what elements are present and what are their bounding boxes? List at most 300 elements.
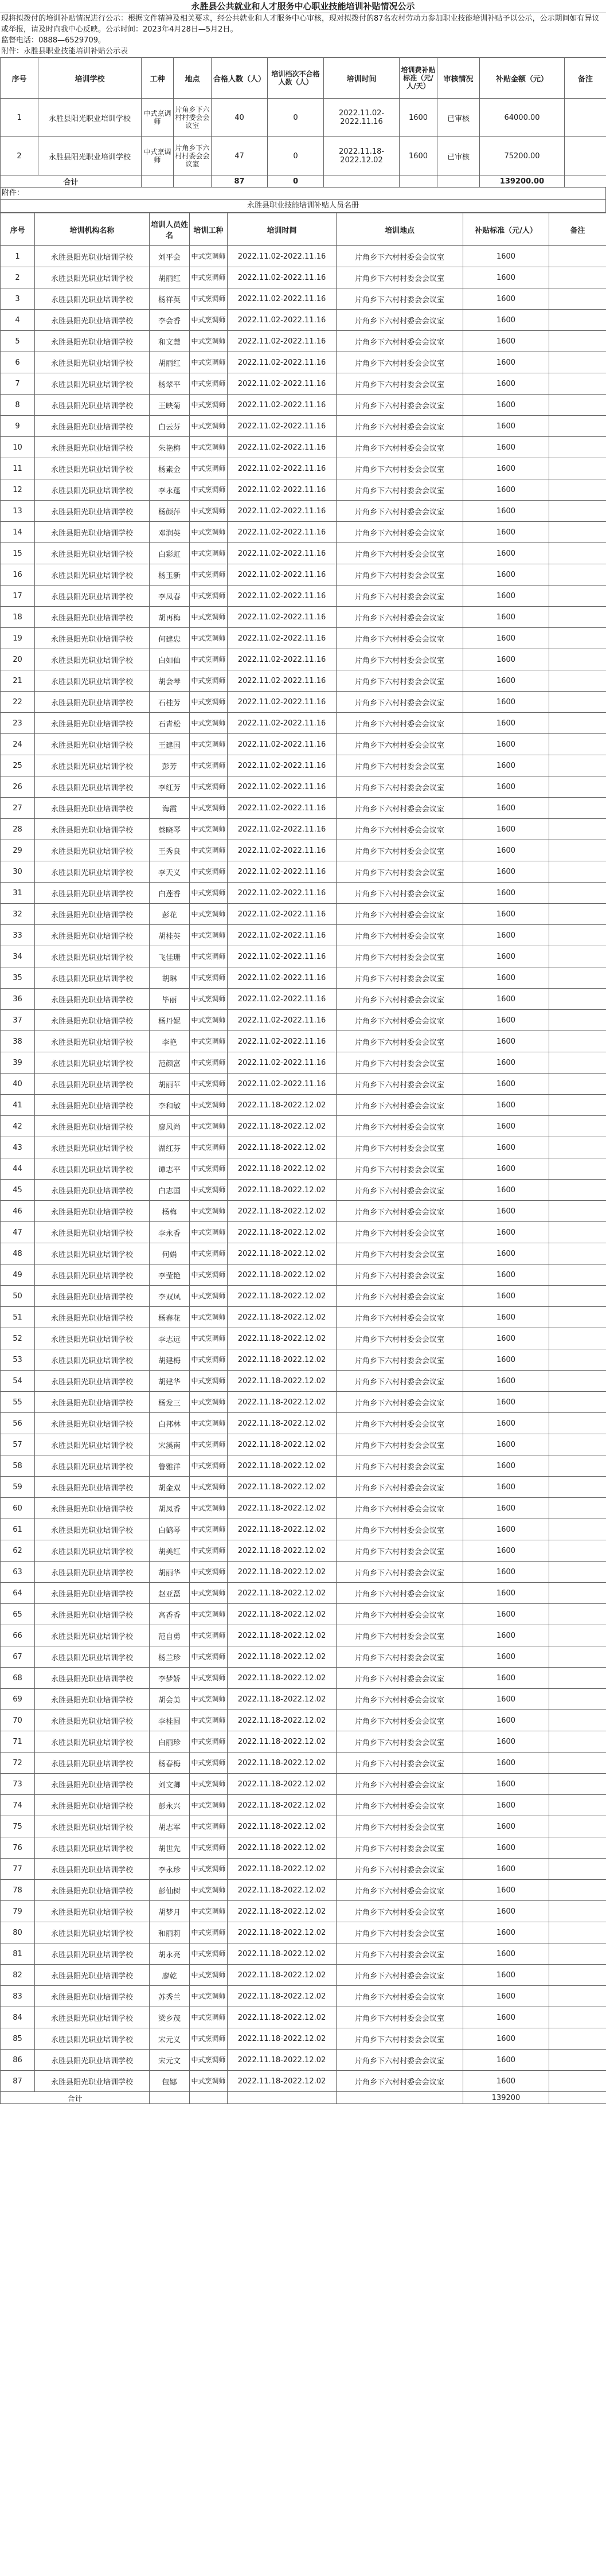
roster-name: 彭芳 bbox=[150, 755, 190, 776]
roster-name: 刘平会 bbox=[150, 246, 190, 267]
roster-school: 永胜县阳光职业培训学校 bbox=[35, 1965, 150, 1986]
roster-total-label: 合计 bbox=[1, 2092, 150, 2104]
roster-school: 永胜县阳光职业培训学校 bbox=[35, 522, 150, 543]
roster-type: 中式烹调师 bbox=[190, 1795, 228, 1816]
roster-standard: 1600 bbox=[463, 1434, 549, 1455]
roster-no: 12 bbox=[1, 479, 35, 501]
roster-type: 中式烹调师 bbox=[190, 1859, 228, 1880]
roster-no: 62 bbox=[1, 1540, 35, 1562]
roster-standard: 1600 bbox=[463, 479, 549, 501]
roster-row bbox=[1, 1286, 606, 1307]
roster-row bbox=[1, 1031, 606, 1052]
roster-standard: 1600 bbox=[463, 437, 549, 458]
roster-type: 中式烹调师 bbox=[190, 1371, 228, 1392]
roster-row bbox=[1, 883, 606, 904]
roster-place: 片角乡下六村村委会会议室 bbox=[337, 2071, 463, 2092]
roster-no: 5 bbox=[1, 331, 35, 352]
roster-note bbox=[549, 1074, 606, 1095]
roster-note bbox=[549, 543, 606, 564]
roster-school: 永胜县阳光职业培训学校 bbox=[35, 692, 150, 713]
roster-type: 中式烹调师 bbox=[190, 925, 228, 946]
roster-note bbox=[549, 458, 606, 479]
roster-school: 永胜县阳光职业培训学校 bbox=[35, 501, 150, 522]
summary-header: 补贴金额（元） bbox=[480, 58, 565, 99]
roster-row bbox=[1, 946, 606, 967]
roster-name: 湖红芬 bbox=[150, 1137, 190, 1158]
roster-school: 永胜县阳光职业培训学校 bbox=[35, 1264, 150, 1286]
roster-row bbox=[1, 564, 606, 586]
roster-no: 33 bbox=[1, 925, 35, 946]
roster-place: 片角乡下六村村委会会议室 bbox=[337, 607, 463, 628]
roster-period: 2022.11.18-2022.12.02 bbox=[228, 1434, 337, 1455]
roster-school: 永胜县阳光职业培训学校 bbox=[35, 1901, 150, 1922]
roster-no: 44 bbox=[1, 1158, 35, 1180]
roster-type: 中式烹调师 bbox=[190, 1180, 228, 1201]
roster-no: 73 bbox=[1, 1774, 35, 1795]
roster-header: 培训地点 bbox=[337, 213, 463, 246]
roster-note bbox=[549, 395, 606, 416]
roster-type: 中式烹调师 bbox=[190, 1349, 228, 1371]
roster-name: 宋元文 bbox=[150, 2050, 190, 2071]
roster-no: 15 bbox=[1, 543, 35, 564]
roster-type: 中式烹调师 bbox=[190, 1668, 228, 1689]
roster-row bbox=[1, 776, 606, 798]
roster-type: 中式烹调师 bbox=[190, 1965, 228, 1986]
roster-standard: 1600 bbox=[463, 713, 549, 734]
roster-name: 宋元义 bbox=[150, 2028, 190, 2050]
roster-name: 胡世先 bbox=[150, 1837, 190, 1859]
roster-no: 77 bbox=[1, 1859, 35, 1880]
roster-no: 76 bbox=[1, 1837, 35, 1859]
roster-no: 84 bbox=[1, 2007, 35, 2028]
roster-note bbox=[549, 1307, 606, 1328]
roster-type: 中式烹调师 bbox=[190, 798, 228, 819]
summary-amount: 64000.00 bbox=[480, 99, 565, 137]
roster-note bbox=[549, 416, 606, 437]
roster-row bbox=[1, 479, 606, 501]
roster-standard: 1600 bbox=[463, 458, 549, 479]
roster-period: 2022.11.02-2022.11.16 bbox=[228, 352, 337, 373]
roster-name: 杨春花 bbox=[150, 1307, 190, 1328]
roster-place: 片角乡下六村村委会会议室 bbox=[337, 1074, 463, 1095]
roster-period: 2022.11.18-2022.12.02 bbox=[228, 1222, 337, 1243]
roster-school: 永胜县阳光职业培训学校 bbox=[35, 331, 150, 352]
roster-note bbox=[549, 1604, 606, 1625]
roster-note bbox=[549, 1753, 606, 1774]
roster-no: 50 bbox=[1, 1286, 35, 1307]
roster-note bbox=[549, 1731, 606, 1753]
roster-school: 永胜县阳光职业培训学校 bbox=[35, 1519, 150, 1540]
roster-row bbox=[1, 2071, 606, 2092]
roster-no: 48 bbox=[1, 1243, 35, 1264]
roster-standard: 1600 bbox=[463, 1392, 549, 1413]
roster-row bbox=[1, 1498, 606, 1519]
roster-note bbox=[549, 734, 606, 755]
roster-place: 片角乡下六村村委会会议室 bbox=[337, 925, 463, 946]
roster-place: 片角乡下六村村委会会议室 bbox=[337, 1413, 463, 1434]
roster-row bbox=[1, 1434, 606, 1455]
roster-note bbox=[549, 267, 606, 288]
roster-standard: 1600 bbox=[463, 946, 549, 967]
roster-name: 胡志军 bbox=[150, 1816, 190, 1837]
roster-type: 中式烹调师 bbox=[190, 776, 228, 798]
roster-row bbox=[1, 437, 606, 458]
roster-place: 片角乡下六村村委会会议室 bbox=[337, 861, 463, 883]
roster-name: 廖乾 bbox=[150, 1965, 190, 1986]
roster-place: 片角乡下六村村委会会议室 bbox=[337, 734, 463, 755]
roster-standard: 1600 bbox=[463, 840, 549, 861]
roster-standard: 1600 bbox=[463, 1010, 549, 1031]
roster-note bbox=[549, 1243, 606, 1264]
roster-place: 片角乡下六村村委会会议室 bbox=[337, 1158, 463, 1180]
roster-name: 杨玉新 bbox=[150, 564, 190, 586]
roster-name: 李双凤 bbox=[150, 1286, 190, 1307]
roster-no: 18 bbox=[1, 607, 35, 628]
roster-place: 片角乡下六村村委会会议室 bbox=[337, 458, 463, 479]
roster-standard: 1600 bbox=[463, 1943, 549, 1965]
roster-name: 蔡晓琴 bbox=[150, 819, 190, 840]
roster-name: 胡美红 bbox=[150, 1540, 190, 1562]
roster-row bbox=[1, 373, 606, 395]
roster-row bbox=[1, 1201, 606, 1222]
roster-period: 2022.11.18-2022.12.02 bbox=[228, 1371, 337, 1392]
roster-standard: 1600 bbox=[463, 2050, 549, 2071]
roster-period: 2022.11.02-2022.11.16 bbox=[228, 649, 337, 670]
roster-name: 王映菊 bbox=[150, 395, 190, 416]
summary-total-label: 合计 bbox=[1, 175, 142, 188]
roster-name: 赵亚磊 bbox=[150, 1583, 190, 1604]
roster-place: 片角乡下六村村委会会议室 bbox=[337, 331, 463, 352]
roster-no: 14 bbox=[1, 522, 35, 543]
roster-place: 片角乡下六村村委会会议室 bbox=[337, 2028, 463, 2050]
roster-no: 85 bbox=[1, 2028, 35, 2050]
roster-school: 永胜县阳光职业培训学校 bbox=[35, 1731, 150, 1753]
roster-no: 39 bbox=[1, 1052, 35, 1074]
roster-place: 片角乡下六村村委会会议室 bbox=[337, 1837, 463, 1859]
roster-place: 片角乡下六村村委会会议室 bbox=[337, 1116, 463, 1137]
roster-school: 永胜县阳光职业培训学校 bbox=[35, 1753, 150, 1774]
roster-place: 片角乡下六村村委会会议室 bbox=[337, 649, 463, 670]
roster-school: 永胜县阳光职业培训学校 bbox=[35, 1604, 150, 1625]
roster-period: 2022.11.02-2022.11.16 bbox=[228, 776, 337, 798]
roster-standard: 1600 bbox=[463, 1074, 549, 1095]
roster-note bbox=[549, 501, 606, 522]
roster-school: 永胜县阳光职业培训学校 bbox=[35, 1371, 150, 1392]
roster-no: 27 bbox=[1, 798, 35, 819]
roster-note bbox=[549, 1774, 606, 1795]
roster-row bbox=[1, 1264, 606, 1286]
roster-row bbox=[1, 840, 606, 861]
roster-row bbox=[1, 1583, 606, 1604]
roster-row bbox=[1, 1455, 606, 1477]
roster-place: 片角乡下六村村委会会议室 bbox=[337, 967, 463, 989]
roster-standard: 1600 bbox=[463, 1880, 549, 1901]
roster-no: 31 bbox=[1, 883, 35, 904]
roster-note bbox=[549, 1986, 606, 2007]
intro-text bbox=[0, 13, 606, 57]
roster-name: 李和敏 bbox=[150, 1095, 190, 1116]
summary-place: 片角乡下六村村委会会议室 bbox=[174, 137, 212, 175]
roster-period: 2022.11.18-2022.12.02 bbox=[228, 1392, 337, 1413]
roster-row bbox=[1, 543, 606, 564]
roster-name: 刘文卿 bbox=[150, 1774, 190, 1795]
roster-standard: 1600 bbox=[463, 925, 549, 946]
roster-type: 中式烹调师 bbox=[190, 1307, 228, 1328]
roster-standard: 1600 bbox=[463, 1201, 549, 1222]
summary-type: 中式烹调师 bbox=[142, 137, 174, 175]
roster-period: 2022.11.18-2022.12.02 bbox=[228, 1604, 337, 1625]
summary-place: 片角乡下六村村委会会议室 bbox=[174, 99, 212, 137]
roster-period: 2022.11.02-2022.11.16 bbox=[228, 713, 337, 734]
roster-name: 谭志平 bbox=[150, 1158, 190, 1180]
roster-type: 中式烹调师 bbox=[190, 501, 228, 522]
summary-header: 培训费补贴标准（元/人/天） bbox=[400, 58, 437, 99]
roster-school: 永胜县阳光职业培训学校 bbox=[35, 1158, 150, 1180]
roster-type: 中式烹调师 bbox=[190, 1264, 228, 1286]
roster-no: 86 bbox=[1, 2050, 35, 2071]
roster-no: 71 bbox=[1, 1731, 35, 1753]
roster-standard: 1600 bbox=[463, 416, 549, 437]
roster-school: 永胜县阳光职业培训学校 bbox=[35, 1116, 150, 1137]
roster-row bbox=[1, 1328, 606, 1349]
roster-type: 中式烹调师 bbox=[190, 1583, 228, 1604]
roster-type: 中式烹调师 bbox=[190, 670, 228, 692]
roster-period: 2022.11.02-2022.11.16 bbox=[228, 861, 337, 883]
roster-no: 52 bbox=[1, 1328, 35, 1349]
roster-no: 49 bbox=[1, 1264, 35, 1286]
summary-passed: 40 bbox=[212, 99, 268, 137]
roster-no: 36 bbox=[1, 989, 35, 1010]
roster-standard: 1600 bbox=[463, 861, 549, 883]
summary-school: 永胜县阳光职业培训学校 bbox=[38, 99, 142, 137]
roster-place: 片角乡下六村村委会会议室 bbox=[337, 1180, 463, 1201]
roster-standard: 1600 bbox=[463, 1158, 549, 1180]
roster-school: 永胜县阳光职业培训学校 bbox=[35, 479, 150, 501]
roster-school: 永胜县阳光职业培训学校 bbox=[35, 1222, 150, 1243]
roster-type: 中式烹调师 bbox=[190, 989, 228, 1010]
roster-period: 2022.11.18-2022.12.02 bbox=[228, 1753, 337, 1774]
roster-row bbox=[1, 1646, 606, 1668]
roster-note bbox=[549, 904, 606, 925]
roster-note bbox=[549, 1180, 606, 1201]
roster-period: 2022.11.18-2022.12.02 bbox=[228, 1965, 337, 1986]
roster-school: 永胜县阳光职业培训学校 bbox=[35, 925, 150, 946]
roster-name: 梁乡茂 bbox=[150, 2007, 190, 2028]
roster-name: 胡凤香 bbox=[150, 1498, 190, 1519]
roster-standard: 1600 bbox=[463, 331, 549, 352]
roster-name: 李天义 bbox=[150, 861, 190, 883]
roster-header: 培训人员姓名 bbox=[150, 213, 190, 246]
roster-name: 邓润英 bbox=[150, 522, 190, 543]
roster-period: 2022.11.02-2022.11.16 bbox=[228, 246, 337, 267]
roster-standard: 1600 bbox=[463, 1901, 549, 1922]
roster-name: 胡建华 bbox=[150, 1371, 190, 1392]
roster-name: 彭花 bbox=[150, 904, 190, 925]
roster-period: 2022.11.18-2022.12.02 bbox=[228, 1264, 337, 1286]
roster-no: 16 bbox=[1, 564, 35, 586]
summary-standard: 1600 bbox=[400, 99, 437, 137]
summary-header: 培训时间 bbox=[324, 58, 400, 99]
roster-no: 74 bbox=[1, 1795, 35, 1816]
roster-school: 永胜县阳光职业培训学校 bbox=[35, 776, 150, 798]
roster-note bbox=[549, 776, 606, 798]
roster-note bbox=[549, 2028, 606, 2050]
roster-row bbox=[1, 416, 606, 437]
roster-school: 永胜县阳光职业培训学校 bbox=[35, 437, 150, 458]
roster-note bbox=[549, 1625, 606, 1646]
roster-type: 中式烹调师 bbox=[190, 1286, 228, 1307]
roster-type: 中式烹调师 bbox=[190, 1074, 228, 1095]
roster-school: 永胜县阳光职业培训学校 bbox=[35, 1540, 150, 1562]
roster-place: 片角乡下六村村委会会议室 bbox=[337, 373, 463, 395]
roster-note bbox=[549, 246, 606, 267]
roster-note bbox=[549, 1646, 606, 1668]
roster-name: 李莹艳 bbox=[150, 1264, 190, 1286]
roster-type: 中式烹调师 bbox=[190, 1625, 228, 1646]
roster-name: 和丽莉 bbox=[150, 1922, 190, 1943]
roster-place: 片角乡下六村村委会会议室 bbox=[337, 586, 463, 607]
roster-school: 永胜县阳光职业培训学校 bbox=[35, 883, 150, 904]
roster-type: 中式烹调师 bbox=[190, 649, 228, 670]
roster-place: 片角乡下六村村委会会议室 bbox=[337, 501, 463, 522]
roster-type: 中式烹调师 bbox=[190, 946, 228, 967]
roster-name: 何娟 bbox=[150, 1243, 190, 1264]
roster-period: 2022.11.02-2022.11.16 bbox=[228, 989, 337, 1010]
roster-no: 55 bbox=[1, 1392, 35, 1413]
roster-place: 片角乡下六村村委会会议室 bbox=[337, 628, 463, 649]
roster-period: 2022.11.02-2022.11.16 bbox=[228, 543, 337, 564]
roster-name: 杨祥英 bbox=[150, 288, 190, 310]
roster-row bbox=[1, 1753, 606, 1774]
roster-type: 中式烹调师 bbox=[190, 819, 228, 840]
roster-period: 2022.11.02-2022.11.16 bbox=[228, 395, 337, 416]
roster-school: 永胜县阳光职业培训学校 bbox=[35, 416, 150, 437]
roster-type: 中式烹调师 bbox=[190, 1413, 228, 1434]
roster-type: 中式烹调师 bbox=[190, 1710, 228, 1731]
roster-type: 中式烹调师 bbox=[190, 1604, 228, 1625]
roster-type: 中式烹调师 bbox=[190, 840, 228, 861]
roster-period: 2022.11.18-2022.12.02 bbox=[228, 1540, 337, 1562]
roster-period: 2022.11.18-2022.12.02 bbox=[228, 1413, 337, 1434]
summary-header: 备注 bbox=[565, 58, 606, 99]
attachment-label: 附件： bbox=[0, 188, 606, 200]
roster-type: 中式烹调师 bbox=[190, 1774, 228, 1795]
roster-note bbox=[549, 1137, 606, 1158]
roster-type: 中式烹调师 bbox=[190, 395, 228, 416]
roster-name: 李艳 bbox=[150, 1031, 190, 1052]
roster-type: 中式烹调师 bbox=[190, 543, 228, 564]
roster-type: 中式烹调师 bbox=[190, 1328, 228, 1349]
roster-place: 片角乡下六村村委会会议室 bbox=[337, 1943, 463, 1965]
roster-standard: 1600 bbox=[463, 628, 549, 649]
summary-header: 合格人数（人） bbox=[212, 58, 268, 99]
roster-school: 永胜县阳光职业培训学校 bbox=[35, 1562, 150, 1583]
roster-standard: 1600 bbox=[463, 1816, 549, 1837]
roster-note bbox=[549, 692, 606, 713]
roster-school: 永胜县阳光职业培训学校 bbox=[35, 1625, 150, 1646]
roster-row bbox=[1, 1074, 606, 1095]
roster-period: 2022.11.02-2022.11.16 bbox=[228, 1010, 337, 1031]
roster-standard: 1600 bbox=[463, 352, 549, 373]
roster-name: 胡再梅 bbox=[150, 607, 190, 628]
roster-place: 片角乡下六村村委会会议室 bbox=[337, 1328, 463, 1349]
roster-type: 中式烹调师 bbox=[190, 755, 228, 776]
roster-school: 永胜县阳光职业培训学校 bbox=[35, 310, 150, 331]
roster-period: 2022.11.18-2022.12.02 bbox=[228, 1880, 337, 1901]
roster-standard: 1600 bbox=[463, 883, 549, 904]
summary-table bbox=[0, 57, 606, 188]
roster-no: 2 bbox=[1, 267, 35, 288]
roster-name: 何建忠 bbox=[150, 628, 190, 649]
roster-standard: 1600 bbox=[463, 1965, 549, 1986]
roster-no: 6 bbox=[1, 352, 35, 373]
roster-name: 白如仙 bbox=[150, 649, 190, 670]
roster-place: 片角乡下六村村委会会议室 bbox=[337, 1137, 463, 1158]
roster-place: 片角乡下六村村委会会议室 bbox=[337, 437, 463, 458]
roster-school: 永胜县阳光职业培训学校 bbox=[35, 713, 150, 734]
roster-type: 中式烹调师 bbox=[190, 1922, 228, 1943]
roster-note bbox=[549, 2050, 606, 2071]
roster-period: 2022.11.02-2022.11.16 bbox=[228, 522, 337, 543]
summary-standard: 1600 bbox=[400, 137, 437, 175]
roster-school: 永胜县阳光职业培训学校 bbox=[35, 288, 150, 310]
roster-period: 2022.11.18-2022.12.02 bbox=[228, 1816, 337, 1837]
roster-note bbox=[549, 1859, 606, 1880]
roster-place: 片角乡下六村村委会会议室 bbox=[337, 543, 463, 564]
roster-period: 2022.11.18-2022.12.02 bbox=[228, 1774, 337, 1795]
roster-period: 2022.11.18-2022.12.02 bbox=[228, 1943, 337, 1965]
roster-note bbox=[549, 1668, 606, 1689]
roster-period: 2022.11.02-2022.11.16 bbox=[228, 755, 337, 776]
supervision-phone: 监督电话：0888—6529709。 bbox=[1, 36, 105, 45]
roster-standard: 1600 bbox=[463, 1180, 549, 1201]
roster-note bbox=[549, 670, 606, 692]
roster-period: 2022.11.18-2022.12.02 bbox=[228, 1668, 337, 1689]
roster-period: 2022.11.02-2022.11.16 bbox=[228, 267, 337, 288]
roster-standard: 1600 bbox=[463, 267, 549, 288]
attachment-note: 附件：永胜县职业技能培训补贴公示表 bbox=[1, 47, 128, 56]
roster-type: 中式烹调师 bbox=[190, 458, 228, 479]
roster-no: 1 bbox=[1, 246, 35, 267]
roster-caption: 永胜县职业技能培训补贴人员名册 bbox=[0, 200, 606, 213]
roster-no: 19 bbox=[1, 628, 35, 649]
roster-row bbox=[1, 1731, 606, 1753]
roster-period: 2022.11.02-2022.11.16 bbox=[228, 925, 337, 946]
roster-note bbox=[549, 1434, 606, 1455]
roster-name: 胡建梅 bbox=[150, 1349, 190, 1371]
roster-type: 中式烹调师 bbox=[190, 2050, 228, 2071]
roster-note bbox=[549, 1689, 606, 1710]
roster-standard: 1600 bbox=[463, 1328, 549, 1349]
roster-place: 片角乡下六村村委会会议室 bbox=[337, 246, 463, 267]
roster-note bbox=[549, 1010, 606, 1031]
roster-school: 永胜县阳光职业培训学校 bbox=[35, 1774, 150, 1795]
roster-type: 中式烹调师 bbox=[190, 310, 228, 331]
roster-place: 片角乡下六村村委会会议室 bbox=[337, 755, 463, 776]
summary-school: 永胜县阳光职业培训学校 bbox=[38, 137, 142, 175]
roster-no: 10 bbox=[1, 437, 35, 458]
roster-row bbox=[1, 628, 606, 649]
roster-type: 中式烹调师 bbox=[190, 288, 228, 310]
roster-standard: 1600 bbox=[463, 1455, 549, 1477]
roster-type: 中式烹调师 bbox=[190, 692, 228, 713]
roster-note bbox=[549, 1795, 606, 1816]
roster-row bbox=[1, 331, 606, 352]
roster-period: 2022.11.18-2022.12.02 bbox=[228, 1116, 337, 1137]
roster-note bbox=[549, 1943, 606, 1965]
roster-no: 23 bbox=[1, 713, 35, 734]
roster-standard: 1600 bbox=[463, 1562, 549, 1583]
